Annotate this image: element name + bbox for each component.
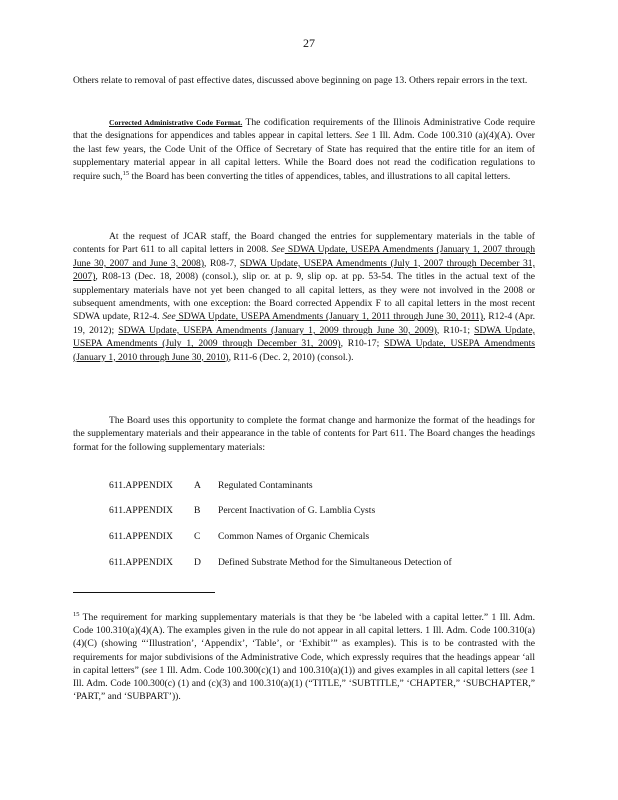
- citation: SDWA Update, USEPA Amendments (July 1, 2009 through December 31, 2009): [73, 324, 535, 350]
- appendix-letter: B: [194, 505, 201, 516]
- appendix-letter: C: [194, 531, 201, 542]
- text-run: The codification requirements of the Illinois Administrative Code require that the designations for appendices and tables appear in capital letters.: [73, 117, 535, 142]
- footnote-marker: 15: [73, 610, 80, 618]
- appendix-section: 611.APPENDIX: [109, 480, 173, 491]
- citation: SDWA Update, USEPA Amendments (January 1, 2010 through June 30, 2010): [73, 338, 536, 363]
- citation: SDWA Update, USEPA Amendments (July 1, 2007 through December 31, 2007): [73, 257, 535, 283]
- appendix-entry: [109, 530, 369, 543]
- see-signal: see: [144, 664, 157, 676]
- text-run: , R10-1;: [436, 324, 475, 336]
- appendix-letter: D: [194, 557, 201, 568]
- text-run: 1 Ill. Adm. Code 100.310 (a)(4)(A). Over the last few years, the Code Unit of the Office of Secretary of State has required that the entire title for an item of supplementary material appear in all capital letters. While the Board does not read the codification regulations to require such,: [73, 130, 535, 182]
- text-run: 1 Ill. Adm. Code 100.300(c)(1) and 100.310(a)(1)) and gives examples in all capital letters (: [156, 664, 516, 676]
- footnote-separator: [73, 592, 215, 593]
- appendix-entry: [109, 556, 452, 569]
- paragraph-format-change: The Board uses this opportunity to complete the format change and harmonize the format of the headings for the supplementary materials and their appearance in the table of contents for Part 611. The Board changes the headings format for the following supplementary materials:: [73, 415, 535, 453]
- paragraph-jcar-request: [73, 230, 535, 364]
- appendix-entry: [109, 504, 375, 517]
- appendix-section: 611.APPENDIX: [109, 531, 173, 542]
- text-run: , R10-17;: [340, 338, 385, 350]
- see-signal: see: [515, 664, 528, 676]
- paragraph-intro: Others relate to removal of past effective dates, discussed above beginning on page 13. Others repair errors in the text.: [73, 75, 528, 86]
- paragraph-corrected-format: [73, 116, 535, 183]
- appendix-title: Common Names of Organic Chemicals: [218, 531, 370, 542]
- text-run: At the request of JCAR staff, the Board changed the entries for supplementary materials in the table of contents for Part 611 to all capital letters in 2008.: [73, 231, 535, 256]
- appendix-title: Percent Inactivation of G. Lamblia Cysts: [218, 505, 376, 516]
- text-run: , R12-4 (Apr. 19, 2012);: [73, 311, 536, 336]
- text-run: , R08-7,: [204, 257, 240, 269]
- text-run: the Board has been converting the titles of appendices, tables, and illustrations to all capital letters.: [129, 170, 511, 182]
- appendix-title: Regulated Contaminants: [218, 480, 313, 491]
- appendix-section: 611.APPENDIX: [109, 505, 173, 516]
- text-run: The requirement for marking supplementary materials is that they be ‘be labeled with a capital letter.” 1 Ill. Adm. Code 100.310(a)(4)(A). The examples given in the rule do not appear in all capital letters. 1 Ill. Adm. Code 100.310(a)(4)(C) (showing “‘Illustration’, ‘Appendix’, ‘Table’, or ‘Exhibit’” as examples). This is to be contrasted with the requirements for major subdivisions of the Administrative Code, which expressly requires that the headings appear ‘all in capital letters” (: [73, 612, 535, 676]
- footnote-reference: 15: [122, 169, 130, 177]
- see-signal: See: [355, 130, 369, 142]
- citation: SDWA Update, USEPA Amendments (January 1, 2009 through June 30, 2009): [118, 324, 437, 336]
- text-run: 1 Ill. Adm. Code 100.300(c) (1) and (c)(3) and 100.310(a)(1) (“TITLE,” ‘SUBTITLE,” ‘CHAPTER,” ‘SUBCHAPTER,” ‘PART,” and ‘SUBPART’)).: [73, 664, 536, 703]
- appendix-entry: [109, 479, 313, 492]
- appendix-letter: A: [194, 480, 201, 491]
- see-signal: See: [271, 244, 285, 256]
- citation: SDWA Update, USEPA Amendments (January 1, 2007 through June 30, 2007 and June 3, 2008): [73, 244, 535, 269]
- page-number: 27: [303, 36, 315, 50]
- text-run: , R11-6 (Dec. 2, 2010) (consol.).: [228, 351, 354, 363]
- appendix-title: Defined Substrate Method for the Simultaneous Detection of: [218, 557, 452, 568]
- footnote: [73, 611, 535, 703]
- citation: SDWA Update, USEPA Amendments (January 1, 2011 through June 30, 2011): [175, 311, 484, 323]
- see-signal: See: [162, 311, 176, 323]
- text-run: , R08-13 (Dec. 18, 2008) (consol.), slip or. at p. 9, slip op. at pp. 53-54. The titles in the actual text of the supplementary materials have not yet been changed to all capital letters, as they were not involved in the 2008 or subsequent amendments, with one exception: the Board corrected Appendix F to all capital letters in the most recent SDWA update, R12-4.: [73, 271, 535, 323]
- section-heading: Corrected Administrative Code Format.: [109, 118, 243, 127]
- appendix-section: 611.APPENDIX: [109, 557, 173, 568]
